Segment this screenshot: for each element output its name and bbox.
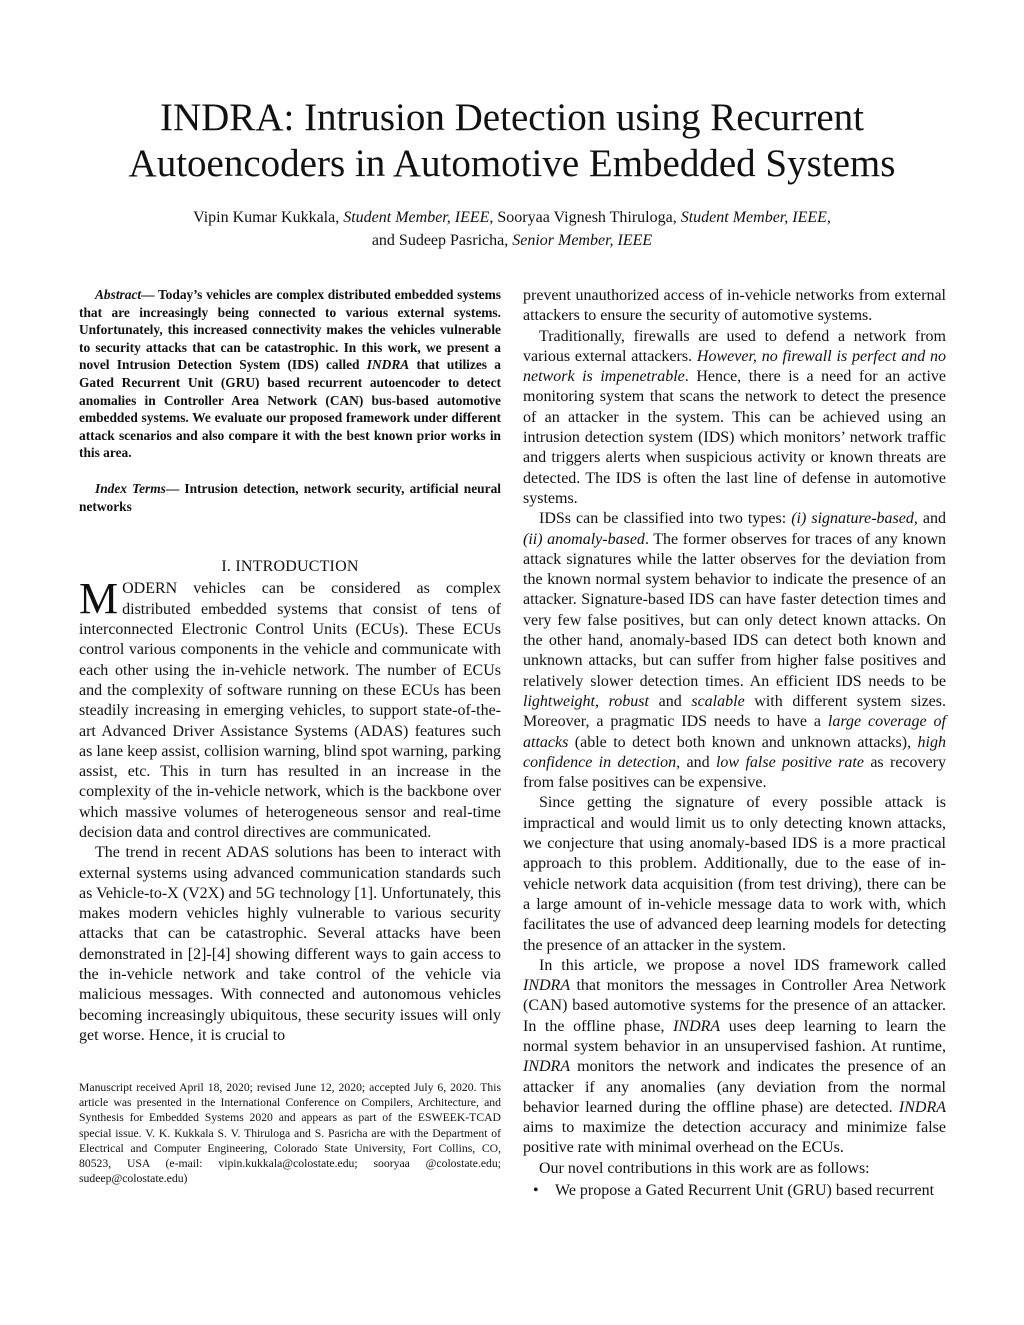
abstract-indra: INDRA [366, 357, 410, 373]
r3-d: (ii) anomaly-based [523, 530, 645, 548]
r5-e: uses deep learning to learn the normal system behavior in an unsupervised fashion. At runtime, [523, 1017, 946, 1055]
r3-a: IDSs can be classified into two types: [539, 510, 792, 528]
r5-h: INDRA [898, 1098, 946, 1116]
author-3-name: and Sudeep Pasricha, [371, 232, 513, 249]
abstract-text-1: Today’s vehicles are complex distributed embedded systems that are increasingly being connected to various external systems. Unfortunately, this increased connectivity makes the vehicles vulnerable to security attacks that can be catastrophic. In this work, we present a novel Intrusion Detection System (IDS) called [79, 287, 501, 373]
r5-i: aims to maximize the detection accuracy and minimize false positive rate with minimal overhead on the ECUs. [523, 1119, 946, 1157]
right-paragraph-2 [523, 327, 946, 510]
author-1-role: Student Member, IEEE [343, 209, 490, 226]
title-line-1: INDRA: Intrusion Detection using Recurrent [159, 96, 865, 139]
author-list [60, 206, 964, 252]
r5-c: that monitors the messages in Controller Area Network (CAN) based automotive systems for the presence of an attacker. In the offline phase, [523, 977, 946, 1035]
intro-smallcaps: ODERN [122, 580, 178, 598]
abstract-lead: Abstract [95, 287, 142, 302]
r2-italic: However, no firewall is perfect and no network is impenetrable [523, 347, 947, 386]
r2-text-c: . Hence, there is a need for an active monitoring system that scans the network to detect the presence of an attacker in the system. This can be achieved using an intrusion detection system (IDS) which monitors’ network traffic and triggers alerts when suspicious activity or known threats are detected. The IDS is often the last line of defense in automotive systems. [523, 368, 947, 507]
right-paragraph-6: Our novel contributions in this work are as follows: [539, 1159, 870, 1177]
r3-i: with different system sizes. Moreover, a pragmatic IDS needs to have a [523, 692, 947, 731]
contributions-list [523, 1181, 946, 1201]
r3-m: and [680, 753, 716, 771]
r3-c: , and [913, 510, 947, 528]
contribution-item-1: • We propose a Gated Recurrent Unit (GRU) based recurrent [523, 1181, 946, 1201]
author-2-role: Student Member, IEEE [680, 209, 827, 226]
index-terms-text: Intrusion detection, network security, artificial neural networks [79, 480, 501, 514]
author-2-end: , [826, 209, 831, 226]
abstract-dash: — [141, 287, 158, 302]
section-heading-introduction: I. INTRODUCTION [221, 558, 359, 576]
footnote: Manuscript received April 18, 2020; revised June 12, 2020; accepted July 6, 2020. This article was presented in the International Conference on Compilers, Architecture, and Synthesis for Embedded Systems 2020 and appears as part of the ESWEEK-TCAD special issue. V. K. Kukkala S. V. Thiruloga and S. Pasricha are with the Department of Electrical and Computer Engineering, Colorado State University, Fort Collins, CO, 80523, USA (e-mail: vipin.kukkala@colostate.edu; sooryaa @colostate.edu; sudeep@colostate.edu) [79, 1081, 501, 1186]
right-paragraph-4: Since getting the signature of every possible attack is impractical and would limit us to only detecting known attacks, we conjecture that using anomaly-based IDS is a more practical approach to this problem. Additionally, due to the ease of in-vehicle network data acquisition (from test driving), there can be a large amount of in-vehicle message data to work with, which facilitates the use of advanced deep learning models for detecting the presence of an attacker in the system. [523, 794, 946, 954]
r3-l: high confidence in detection, [523, 733, 946, 771]
paper-title [40, 95, 984, 187]
r3-g: and [648, 692, 692, 710]
drop-cap: M [79, 574, 119, 624]
r5-d: INDRA [673, 1017, 721, 1035]
index-terms-dash: — [165, 480, 185, 496]
r3-j: large coverage of attacks [523, 713, 946, 751]
intro-p1-text: vehicles can be considered as complex distributed embedded systems that consist of tens of interconnected Electronic Control Units (ECUs). These ECUs control various components in the vehicle and communicate with each other using the in-vehicle network. The number of ECUs and the complexity of software running on these ECUs has been steadily increasing in emerging vehicles, to support state-of-the-art Advanced Driver Assistance Systems (ADAS) features such as lane keep assist, collision warning, blind spot warning, parking assist, etc. This in turn has resulted in an increase in the complexity of the in-vehicle network, which is the backbone over which massive volumes of heterogeneous sensor and real-time decision data and control directives are communicated. [79, 580, 501, 841]
author-3-role: Senior Member, IEEE [512, 232, 653, 249]
r3-o: as recovery from false positives can be expensive. [523, 753, 946, 792]
author-1-name: Vipin Kumar Kukkala, [193, 209, 344, 226]
r3-f: lightweight, robust [523, 692, 649, 710]
author-2-name: , Sooryaa Vignesh Thiruloga, [489, 209, 681, 226]
right-column [523, 286, 946, 1201]
left-column [79, 286, 501, 1046]
r3-e: . The former observes for traces of any known attack signatures while the latter observes for the deviation from the known normal system behavior to indicate the presence of an attacker. Signature-based IDS can have faster detection times and very few false positives, but can only detect known attacks. On the other hand, anomaly-based IDS can detect both known and unknown attacks, but can suffer from higher false positives and relatively slower detection times. An efficient IDS needs to be [523, 530, 946, 690]
r5-f: INDRA [523, 1058, 571, 1076]
right-paragraph-5 [523, 956, 946, 1159]
abstract-text-2: that utilizes a Gated Recurrent Unit (GRU) based recurrent autoencoder to detect anomalies in Controller Area Network (CAN) bus-based automotive embedded systems. We evaluate our proposed framework under different attack scenarios and also compare it with the best known prior works in this area. [79, 357, 501, 461]
r2-text-a: Traditionally, firewalls are used to defend a network from various external attackers. [523, 327, 946, 365]
r3-b: (i) signature-based [791, 510, 914, 528]
r3-n: low false positive rate [715, 753, 864, 771]
index-terms [79, 480, 501, 515]
intro-paragraph-1 [79, 574, 501, 843]
intro-paragraph-2: The trend in recent ADAS solutions has been to interact with external systems using advanced communication standards such as Vehicle-to-X (V2X) and 5G technology [1]. Unfortunately, this makes modern vehicles highly vulnerable to various security attacks that can be catastrophic. Several attacks have been demonstrated in [2]-[4] showing different ways to gain access to the in-vehicle network and take control of the vehicle via malicious messages. With connected and autonomous vehicles becoming increasingly ubiquitous, these security issues will only get worse. Hence, it is crucial to [79, 844, 501, 1044]
right-paragraph-1: prevent unauthorized access of in-vehicle networks from external attackers to ensure the security of automotive systems. [523, 287, 946, 325]
abstract [79, 286, 501, 462]
r3-k: (able to detect both known and unknown attacks), [568, 733, 918, 751]
r5-b: INDRA [523, 977, 571, 995]
right-paragraph-3 [523, 509, 946, 793]
r3-h: scalable [691, 692, 745, 710]
r5-g: monitors the network and indicates the presence of an attacker if any anomalies (any deviation from the normal behavior learned during the offline phase) are detected. [523, 1058, 946, 1116]
title-line-2: Autoencoders in Automotive Embedded Systems [128, 142, 896, 185]
index-terms-lead: Index Terms [95, 480, 166, 496]
r5-a: In this article, we propose a novel IDS framework called [539, 956, 946, 974]
